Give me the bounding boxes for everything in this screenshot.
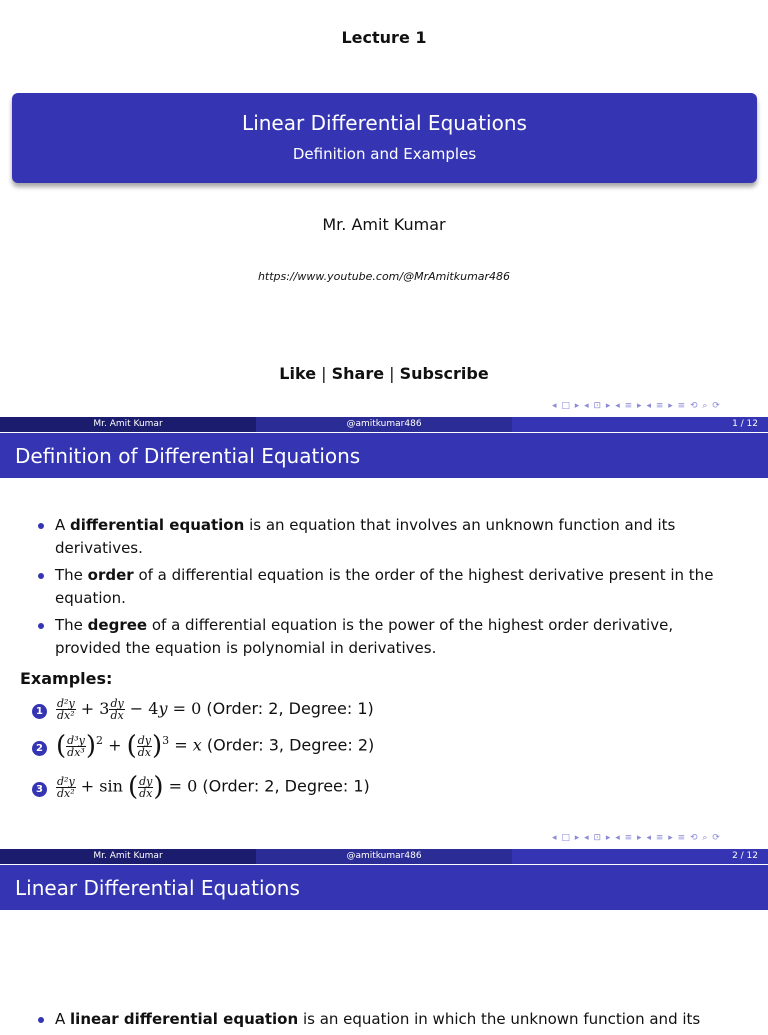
frame-title: Linear Differential Equations	[15, 876, 300, 900]
presentation-title: Linear Differential Equations	[242, 111, 527, 135]
bullet-icon	[38, 523, 44, 529]
beamer-nav-icons[interactable]: ◂ □ ▸ ◂ ⊡ ▸ ◂ ≡ ▸ ◂ ≡ ▸ ≡ ⟲ ⌕ ⟳	[552, 833, 721, 843]
bullet-icon	[38, 573, 44, 579]
equation: ( $\frac{\text{d³y}}{\text{dx³}}$ )$^2$ + ( $\frac{dy}{dx}$ )$^3$ = x (Order: 3, Degree: 2)	[56, 731, 375, 761]
beamer-nav-icons[interactable]: ◂ □ ▸ ◂ ⊡ ▸ ◂ ≡ ▸ ◂ ≡ ▸ ≡ ⟲ ⌕ ⟳	[552, 401, 721, 411]
slide-footer	[0, 849, 768, 864]
equation: $\frac{\text{d²y}}{\text{dx²}}$ + sin ( $\frac{dy}{dx}$ ) = 0 (Order: 2, Degree: 1)	[57, 772, 370, 802]
page-number: 2 / 12	[732, 851, 758, 861]
channel-url[interactable]: https://www.youtube.com/@MrAmitkumar486	[257, 270, 511, 283]
like-text: Like	[279, 364, 317, 383]
bullet-icon	[38, 623, 44, 629]
page-number: 1 / 12	[732, 419, 758, 429]
examples-heading: Examples:	[20, 669, 113, 688]
frame-title: Definition of Differential Equations	[15, 444, 361, 468]
bullet-icon	[38, 1017, 44, 1023]
footer-author: Mr. Amit Kumar	[0, 849, 256, 864]
list-item: A linear differential equation is an equation in which the unknown function and its	[38, 1008, 738, 1031]
footer-handle: @amitkumar486	[256, 417, 512, 432]
list-item: The order of a differential equation is the order of the highest derivative present in the equation.	[38, 564, 738, 610]
list-item: A differential equation is an equation that involves an unknown function and its derivatives.	[38, 514, 738, 560]
equation: $\frac{\text{d²y}}{\text{dx²}}$ + 3 $\frac{dy}{dx}$ − 4y = 0 (Order: 2, Degree: 1)	[57, 697, 374, 722]
footer-handle: @amitkumar486	[256, 849, 512, 864]
frame-title-bar	[0, 433, 768, 478]
call-to-action: Like | Share | Subscribe	[279, 364, 489, 383]
footer-author: Mr. Amit Kumar	[0, 417, 256, 432]
enum-badge: 2	[32, 741, 47, 756]
footer-page	[512, 417, 768, 432]
linear-definition-list	[38, 1008, 738, 1035]
share-text: Share	[331, 364, 385, 383]
subscribe-text: Subscribe	[399, 364, 489, 383]
presentation-subtitle: Definition and Examples	[292, 145, 477, 163]
slide-footer	[0, 417, 768, 432]
title-block	[12, 93, 757, 183]
lecture-label: Lecture 1	[341, 28, 427, 47]
order-degree: (Order: 2, Degree: 1)	[202, 776, 370, 796]
definition-list	[38, 514, 738, 664]
enum-badge: 3	[32, 782, 47, 797]
order-degree: (Order: 3, Degree: 2)	[206, 735, 375, 755]
footer-page	[512, 849, 768, 864]
frame-title-bar	[0, 865, 768, 910]
enum-badge: 1	[32, 704, 47, 719]
order-degree: (Order: 2, Degree: 1)	[206, 699, 374, 718]
list-item: The degree of a differential equation is the power of the highest order derivative, provided the equation is polynomial in derivatives.	[38, 614, 738, 660]
author-name: Mr. Amit Kumar	[322, 215, 446, 234]
